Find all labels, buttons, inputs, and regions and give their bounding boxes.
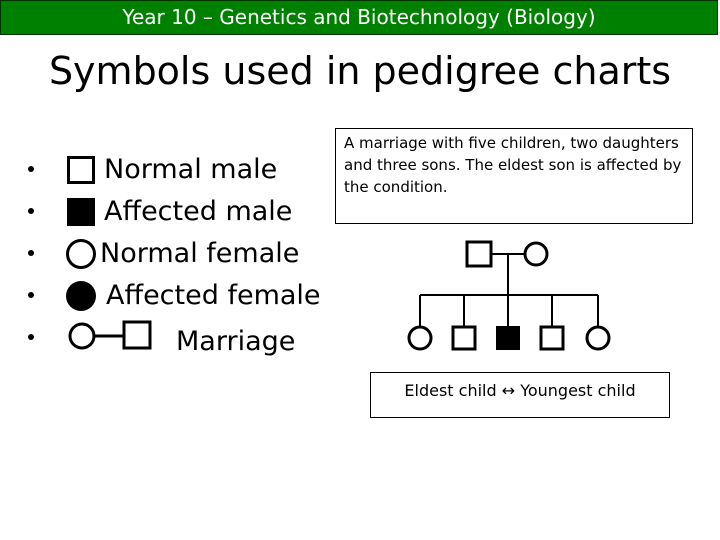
legend-label: Marriage [176,326,296,357]
legend-label: Normal female [100,238,300,269]
youngest-daughter-symbol [587,327,609,349]
son-symbol [453,327,475,349]
son-symbol [541,327,563,349]
birth-order-label: Eldest child ↔ Youngest child [370,372,670,418]
legend-label: Affected male [104,196,293,227]
course-banner: Year 10 – Genetics and Biotechnology (Biology) [0,0,718,35]
eldest-daughter-symbol [409,327,431,349]
legend-label: Affected female [106,280,321,311]
legend-label: Normal male [104,154,278,185]
father-symbol [467,242,491,266]
mother-symbol [525,243,547,265]
affected-son-symbol [496,326,520,350]
slide-title: Symbols used in pedigree charts [48,49,672,93]
example-caption: A marriage with five children, two daughters and three sons. The eldest son is affected by the condition. [335,128,693,224]
